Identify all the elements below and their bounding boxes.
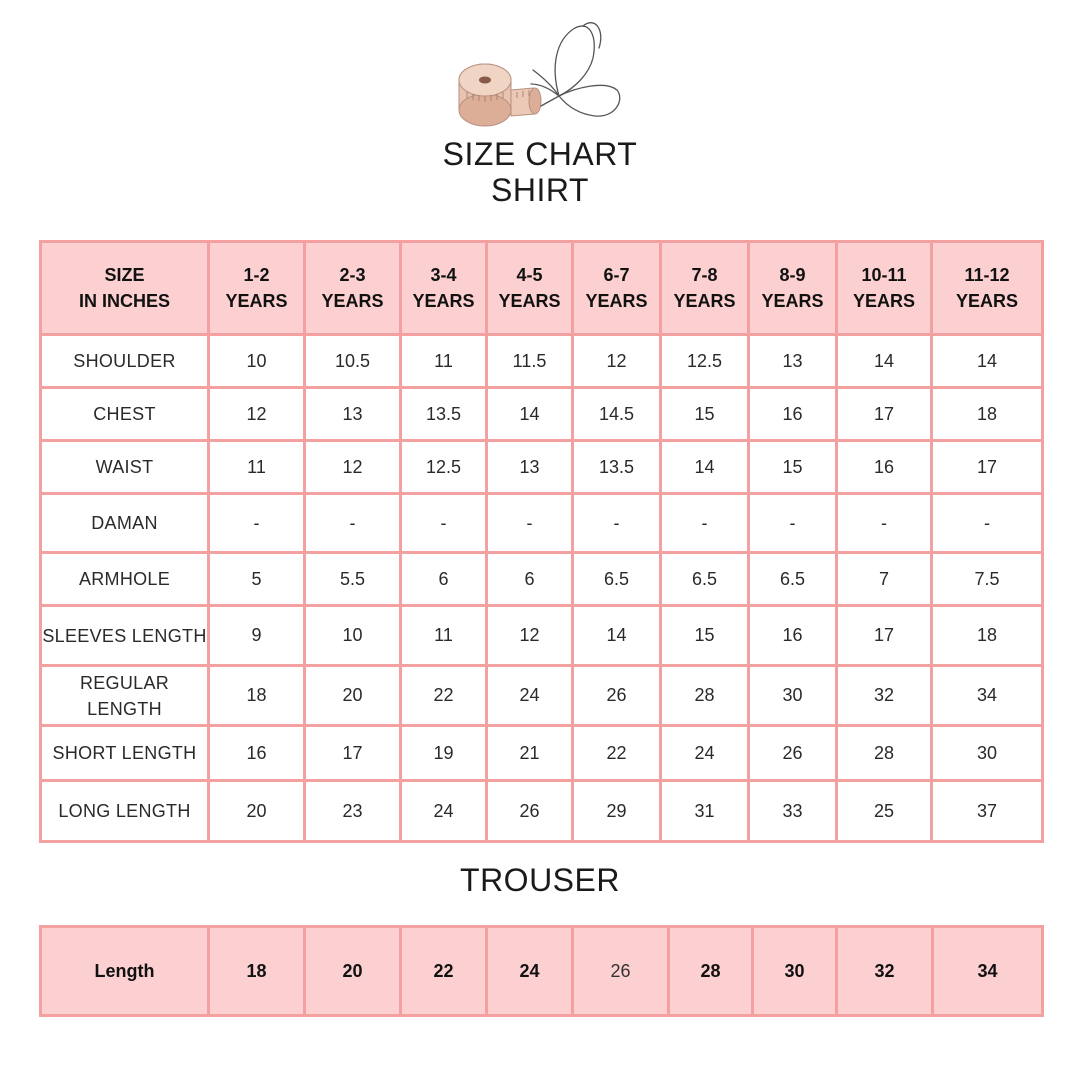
- measurement-value: 26: [487, 781, 573, 842]
- measurement-value: 9: [209, 606, 305, 666]
- measurement-label: SHORT LENGTH: [41, 726, 209, 781]
- measurement-value: 14: [932, 335, 1043, 388]
- measurement-value: -: [209, 494, 305, 553]
- size-range: 10-11: [861, 265, 907, 285]
- trouser-title: TROUSER: [460, 862, 620, 898]
- measurement-value: 25: [837, 781, 932, 842]
- size-range: 2-3: [339, 265, 366, 285]
- measurement-value: 28: [661, 666, 749, 726]
- measurement-value: 18: [932, 606, 1043, 666]
- measurement-value: 11: [401, 335, 487, 388]
- measurement-value: 5: [209, 553, 305, 606]
- measurement-value: 13: [487, 441, 573, 494]
- size-unit: YEARS: [585, 291, 648, 311]
- measurement-value: 7.5: [932, 553, 1043, 606]
- measurement-value: 30: [932, 726, 1043, 781]
- measurement-value: 10.5: [305, 335, 401, 388]
- measurement-value: 16: [837, 441, 932, 494]
- measurement-value: 24: [401, 781, 487, 842]
- size-column-header: [573, 242, 661, 335]
- measurement-value: 13: [749, 335, 837, 388]
- size-range: 7-8: [691, 265, 718, 285]
- measurement-value: 17: [932, 441, 1043, 494]
- measurement-value: 17: [837, 388, 932, 441]
- measurement-value: 34: [932, 666, 1043, 726]
- measurement-value: 12.5: [401, 441, 487, 494]
- measurement-value: 19: [401, 726, 487, 781]
- size-column-header: [401, 242, 487, 335]
- measurement-value: 26: [749, 726, 837, 781]
- shirt-size-table: [39, 240, 1044, 843]
- trouser-length-value: 18: [209, 927, 305, 1016]
- measurement-value: 12.5: [661, 335, 749, 388]
- measurement-label: SHOULDER: [41, 335, 209, 388]
- size-unit: YEARS: [225, 291, 288, 311]
- measurement-value: 22: [401, 666, 487, 726]
- measurement-value: 17: [837, 606, 932, 666]
- measurement-value: 21: [487, 726, 573, 781]
- measurement-value: -: [749, 494, 837, 553]
- measurement-value: 14: [837, 335, 932, 388]
- table-row: [41, 606, 1043, 666]
- measurement-value: 13: [305, 388, 401, 441]
- size-column-header: [837, 242, 932, 335]
- table-row: [41, 781, 1043, 842]
- measurement-value: 6: [487, 553, 573, 606]
- measurement-value: 30: [749, 666, 837, 726]
- measurement-label: SLEEVES LENGTH: [41, 606, 209, 666]
- measurement-value: 14.5: [573, 388, 661, 441]
- trouser-length-label: Length: [41, 927, 209, 1016]
- size-range: 3-4: [430, 265, 457, 285]
- page-title: SIZE CHART: [442, 136, 638, 172]
- measurement-value: 28: [837, 726, 932, 781]
- trouser-length-value: 30: [753, 927, 837, 1016]
- measurement-value: 20: [209, 781, 305, 842]
- size-column-header: [209, 242, 305, 335]
- table-header-row: [41, 242, 1043, 335]
- size-range: 4-5: [516, 265, 543, 285]
- measurement-value: 10: [305, 606, 401, 666]
- measurement-value: 29: [573, 781, 661, 842]
- measurement-label: LONG LENGTH: [41, 781, 209, 842]
- measurement-value: 24: [487, 666, 573, 726]
- size-column-header: [932, 242, 1043, 335]
- measurement-value: 11: [401, 606, 487, 666]
- measurement-label: ARMHOLE: [41, 553, 209, 606]
- trouser-length-value: 28: [669, 927, 753, 1016]
- size-header-line1: SIZE: [104, 265, 145, 285]
- trouser-length-value: 32: [837, 927, 933, 1016]
- measurement-value: 23: [305, 781, 401, 842]
- table-row: [41, 441, 1043, 494]
- measurement-value: 14: [661, 441, 749, 494]
- measurement-value: 15: [749, 441, 837, 494]
- measurement-value: 11.5: [487, 335, 573, 388]
- measurement-value: 6.5: [573, 553, 661, 606]
- measurement-value: 22: [573, 726, 661, 781]
- size-column-header: [487, 242, 573, 335]
- measurement-value: 16: [749, 388, 837, 441]
- size-header-line2: IN INCHES: [78, 291, 170, 311]
- measurement-value: 6.5: [749, 553, 837, 606]
- page-subtitle-shirt: SHIRT: [491, 172, 589, 208]
- measurement-value: 10: [209, 335, 305, 388]
- measurement-value: 14: [573, 606, 661, 666]
- measurement-value: -: [305, 494, 401, 553]
- measurement-value: 15: [661, 388, 749, 441]
- measurement-value: 13.5: [573, 441, 661, 494]
- measurement-value: 12: [305, 441, 401, 494]
- measurement-value: 18: [209, 666, 305, 726]
- size-range: 8-9: [779, 265, 806, 285]
- butterfly-icon: [531, 23, 620, 116]
- measurement-label: WAIST: [41, 441, 209, 494]
- size-unit: YEARS: [761, 291, 824, 311]
- size-unit: YEARS: [673, 291, 736, 311]
- measurement-value: 37: [932, 781, 1043, 842]
- measurement-value: 6.5: [661, 553, 749, 606]
- measurement-value: 12: [487, 606, 573, 666]
- table-row: [41, 726, 1043, 781]
- measurement-value: 5.5: [305, 553, 401, 606]
- size-unit: YEARS: [955, 291, 1018, 311]
- trouser-size-table: [39, 925, 1044, 1017]
- measurement-value: -: [837, 494, 932, 553]
- table-row: [41, 666, 1043, 726]
- size-column-header: [749, 242, 837, 335]
- size-range: 1-2: [243, 265, 270, 285]
- table-row: [41, 388, 1043, 441]
- measurement-value: 18: [932, 388, 1043, 441]
- measurement-value: 24: [661, 726, 749, 781]
- measurement-value: 14: [487, 388, 573, 441]
- measurement-value: 6: [401, 553, 487, 606]
- measurement-value: -: [401, 494, 487, 553]
- size-column-header: [661, 242, 749, 335]
- size-column-header: [305, 242, 401, 335]
- trouser-length-value: 22: [401, 927, 487, 1016]
- table-row: [41, 494, 1043, 553]
- measurement-value: -: [573, 494, 661, 553]
- measuring-tape-icon: [459, 64, 541, 126]
- trouser-length-value: 24: [487, 927, 573, 1016]
- measurement-value: 15: [661, 606, 749, 666]
- measurement-value: -: [487, 494, 573, 553]
- measurement-value: 31: [661, 781, 749, 842]
- size-unit: YEARS: [498, 291, 561, 311]
- size-range: 6-7: [603, 265, 630, 285]
- measurement-value: 26: [573, 666, 661, 726]
- measurement-value: 33: [749, 781, 837, 842]
- size-unit: YEARS: [412, 291, 475, 311]
- table-row: [41, 335, 1043, 388]
- measurement-value: 17: [305, 726, 401, 781]
- size-unit: YEARS: [852, 291, 915, 311]
- trouser-length-row: [41, 927, 1043, 1016]
- size-range: 11-12: [964, 265, 1010, 285]
- measurement-value: 13.5: [401, 388, 487, 441]
- measurement-value: 20: [305, 666, 401, 726]
- brand-logo: [455, 18, 630, 128]
- trouser-length-value: 20: [305, 927, 401, 1016]
- measurement-value: 32: [837, 666, 932, 726]
- measurement-value: 16: [209, 726, 305, 781]
- measurement-value: -: [661, 494, 749, 553]
- measurement-value: 11: [209, 441, 305, 494]
- measurement-value: 12: [573, 335, 661, 388]
- measurement-value: 12: [209, 388, 305, 441]
- measurement-label: REGULAR LENGTH: [41, 666, 209, 726]
- table-row: [41, 553, 1043, 606]
- measurement-value: -: [932, 494, 1043, 553]
- measurement-label: DAMAN: [41, 494, 209, 553]
- trouser-length-value: 26: [573, 927, 669, 1016]
- measurement-value: 16: [749, 606, 837, 666]
- size-header-cell: [41, 242, 209, 335]
- size-unit: YEARS: [321, 291, 384, 311]
- measurement-value: 7: [837, 553, 932, 606]
- trouser-length-value: 34: [933, 927, 1043, 1016]
- measurement-label: CHEST: [41, 388, 209, 441]
